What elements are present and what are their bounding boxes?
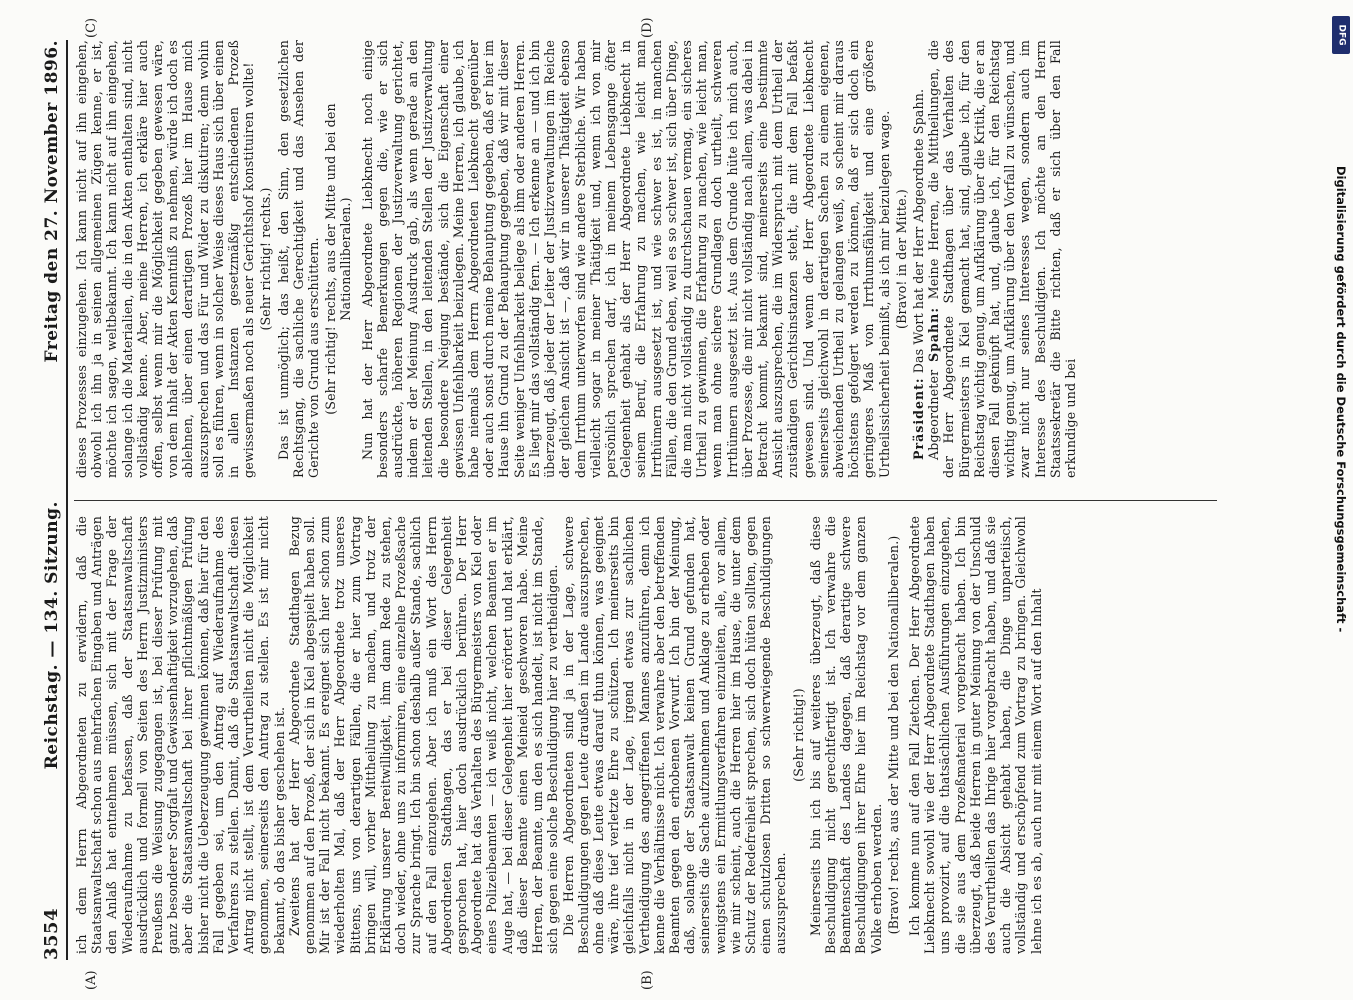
column-divider xyxy=(74,500,1217,501)
spahn-speech xyxy=(926,40,1078,478)
page-header xyxy=(14,40,62,960)
president-label: Präsident: xyxy=(910,377,926,460)
president-speech xyxy=(911,40,926,478)
left-paragraph-4: Meinerseits bin ich bis auf weiteres überzeugt, daß diese Beschuldigung nicht gerechtfertigt ist. Ich verwahre die Beamtenschaft des Landes dagegen, daß derartige schwere Beschuldigungen ihrer Ehre hier im Reichstag vor dem ganzen Volke erhoben werden. xyxy=(807,516,884,954)
session-title: Reichstag. — 134. Sitzung. xyxy=(42,501,62,770)
session-date: Freitag den 27. November 1896. xyxy=(42,40,62,363)
margin-mark-b: (B) xyxy=(640,970,655,990)
page-number: 3554 xyxy=(41,907,62,960)
left-paragraph-5: Ich komme nun auf den Fall Zietchen. Der Herr Abgeordnete Liebknecht sowohl wie der Herr Abgeordnete Stadthagen haben uns provozirt, auf die thatsächlichen Ausführungen einzugehen, die sie aus dem Prozeßmaterial vorgebracht haben. Ich bin überzeugt, daß beide Herren in guter Meinung von der Unschuld des Verurtheilten das Ihrige hier vorgebracht haben, und daß sie auch die Absicht gehabt haben, die Dinge unparteiisch, vollständig und erschöpfend zum Vortrag zu bringen. Gleichwohl lehne ich es ab, auch nur mit einem Wort auf den Inhalt xyxy=(906,516,1044,954)
right-paragraph-3: Nun hat der Herr Abgeordnete Liebknecht noch einige besonders scharfe Bemerkungen gegen die, wie er sich ausdrückte, höheren Regionen der Justizverwaltung gerichtet, indem er der Meinung Ausdruck gab, als wenn gerade an den leitenden Stellen, in den leitenden Stellen der Justizverwaltung die besondere Neigung bestände, sich die Eigenschaft einer gewissen Unfehlbarkeit beizulegen. Meine Herren, ich glaube, ich habe niemals dem Herrn Abgeordneten Liebknecht gegenüber oder auch sonst durch meine Behauptung gegeben, daß er hier im Hause ihn Grund zu der Behauptung gegeben, daß wir mit dieser Seite weniger Unfehlbarkeit beilege als ihm oder anderen Herren. Es liegt mir das vollständig fern. — Ich erkenne an — und ich bin überzeugt, daß jeder der Leiter der Justizverwaltungen im Reiche der gleichen Ansicht ist —, daß wir in unserer Thätigkeit ebenso dem Irrthum unterworfen sind wie andere Sterbliche. Wir haben vielleicht sogar in meiner Thätigkeit und, wenn ich von mir persönlich sprechen darf, ich in meinem Lebensgange öfter Gelegenheit gehabt als der Herr Abgeordnete Liebknecht in seinem Beruf, die Erfahrung zu machen, wie leicht man Irrthümern ausgesetzt ist, und wie schwer es ist, in manchen Fällen, die den Grund eben, weil es so schwer ist, sich über Dinge, die man nicht vollständig zu durchschauen vermag, ein sicheres Urtheil zu gewinnen, die Erfahrung zu machen, wie leicht man, wenn man ohne sichere Grundlagen doch urtheilt, schweren Irrthümern ausgesetzt ist. Aus dem Grunde hüte ich mich auch, über Prozesse, die mir nicht vollständig nach allem, was dabei in Betracht kommt, bekannt sind, meinerseits eine bestimmte Ansicht auszusprechen, die im Widerspruch mit dem Urtheil der zuständigen Gerichtsinstanzen steht, die mit dem Fall befaßt gewesen sind. Und wenn der Herr Abgeordnete Liebknecht seinerseits gleichwohl in derartigen Sachen zu einem eigenen, abweichenden Urtheil zu gelangen weiß, so scheint mir daraus höchstens gefolgert werden zu können, daß er sich doch ein geringeres Maß von Irrthumsfähigkeit und eine größere Urtheilssicherheit beimißt, als ich mir beizulegen wage. xyxy=(359,40,892,478)
right-column xyxy=(74,40,1217,478)
left-applause-2: (Bravo! rechts, aus der Mitte und bei den Nationalliberalen.) xyxy=(885,535,901,935)
president-text: Das Wort hat der Herr Abgeordnete Spahn. xyxy=(910,88,926,374)
right-applause-3: (Bravo! in der Mitte.) xyxy=(893,189,909,329)
side-credit xyxy=(1332,8,1350,998)
right-applause-2: (Sehr richtig! rechts, aus der Mitte und bei den Nationalliberalen.) xyxy=(323,103,354,415)
left-column xyxy=(74,516,1217,954)
spahn-prefix: Abgeordneter xyxy=(926,369,942,460)
right-applause-1: (Sehr richtig! rechts.) xyxy=(258,187,274,331)
spahn-text: Meine Herren, die Mittheilungen, die der Herr Abgeordnete Stadthagen über das Verhalten des Bürgermeisters in Kiel gemacht hat, sind, glaube ich, für den Reichstag wichtig genug, um Aufklärung über die Kritik, die er an diesen Fall geknüpft hat, und, glaube ich, für den Reichstag wichtig genug, um Aufklärung über den Vorfall zu wünschen, und zwar nicht nur seines Interesses wegen, sondern auch im Interesse des Beschuldigten. Ich möchte an den Herrn Staatssekretär die Bitte richten, daß er sich über den Fall erkundige und bei xyxy=(926,40,1078,478)
right-paragraph-1: dieses Prozesses einzugehen. Ich kann nicht auf ihn eingehen, obwohl ich ihn ja in seinen allgemeinen Zügen kenne, er ist, möchte ich sagen, weltbekannt. Ich kann nicht auf ihn eingehen, solange ich die Materialien, die in den Akten enthalten sind, nicht vollständig kenne. Aber, meine Herren, ich erkläre hier auch offen, selbst wenn mir die Möglichkeit gegeben gewesen wäre, von dem Inhalt der Akten Kenntniß zu nehmen, würde ich doch es ablehnen, über einen derartigen Prozeß hier im Hause mich auszusprechen und das Für und Wider zu diskutiren; denn wohin soll es führen, wenn in solcher Weise dieses Haus sich über einen in allen Instanzen gesetzmäßig entschiedenen Prozeß gewissermaßen noch als neuer Gerichtshof konstituiren wollte! xyxy=(74,40,257,478)
header-rule xyxy=(66,40,68,960)
left-applause-1: (Sehr richtig!) xyxy=(790,688,806,782)
margin-mark-a: (A) xyxy=(84,970,99,990)
dfg-logo: DFG xyxy=(1332,16,1350,54)
right-paragraph-2: Das ist unmöglich; das heißt, den Sinn, den gesetzlichen Rechtsgang, die sachliche Gerechtigkeit und das Ansehen der Gerichte von Grund aus erschüttern. xyxy=(275,40,322,478)
margin-mark-c: (C) xyxy=(84,17,99,38)
spahn-label: Spahn: xyxy=(926,307,942,363)
margin-mark-d: (D) xyxy=(640,17,655,38)
left-paragraph-1: ich dem Herrn Abgeordneten zu erwidern, daß die Staatsanwaltschaft schon aus mehrfachen Eingaben und Anträgen den Anlaß hat entnehmen müssen, sich mit der Frage der Wiederaufnahme zu befassen, daß der Staatsanwaltschaft ausdrücklich und formell von Seiten des Herrn Justizministers Preußens die Weisung zugegangen ist, bei dieser Prüfung mit ganz besonderer Sorgfalt und Gewissenhaftigkeit vorzugehen, daß aber die Staatsanwaltschaft bei ihrer pflichtmäßigen Prüfung bisher nicht die Ueberzeugung gewinnen können, daß hier für den Fall gegeben sei, um den Antrag auf Wiederaufnahme des Verfahrens zu stellen. Damit, daß die Staatsanwaltschaft diesen Antrag nicht stellt, ist dem Verurtheilten nicht die Möglichkeit genommen, seinerseits den Antrag zu stellen. Es ist mir nicht bekannt, ob das bisher geschehen ist. xyxy=(74,516,287,954)
credit-text: Digitalisierung gefördert durch die Deutsche Forschungsgemeinschaft - xyxy=(1334,166,1348,633)
left-paragraph-2: Zweitens hat der Herr Abgeordnete Stadthagen Bezug genommen auf den Prozeß, der sich in Kiel abgespielt haben soll. Mir ist der Fall nicht bekannt. Es ereignet sich hier schon zum wiederholten Mal, daß der Herr Abgeordnete trotz unseres Bittens, uns von derartigen Fällen, die er hier zum Vortrag bringen will, vorher Mittheilung zu machen, und trotz der Erklärung unserer Bereitwilligkeit, ihm dann Rede zu stehen, doch wieder, ohne uns zu informiren, eine einzelne Prozeßsache zur Sprache bringt. Ich bin schon deshalb außer Stande, sachlich auf den Fall einzugehen. Aber ich muß ein Wort des Herrn Abgeordneten Stadthagen, das er bei dieser Gelegenheit gesprochen hat, hier doch ausdrücklich berühren. Der Herr Abgeordnete hat das Verhalten des Bürgermeisters von Kiel oder eines Polizeibeamten — ich weiß nicht, welchen Beamten er im Auge hat, — bei dieser Gelegenheit hier erörtert und hat erklärt, daß dieser Beamte einen Meineid geschworen habe. Meine Herren, der Beamte, um den es sich handelt, ist nicht im Stande, sich gegen eine solche Beschuldigung hier zu vertheidigen. xyxy=(286,516,561,954)
left-paragraph-3: Die Herren Abgeordneten sind ja in der Lage, schwere Beschuldigungen gegen Leute draußen im Lande auszusprechen, ohne daß diese Leute etwas darauf thun können, was geeignet wäre, ihre tief verletzte Ehre zu schützen. Ich meinerseits bin gleichfalls nicht in der Lage, irgend etwas zur sachlichen Vertheidigung des angegriffenen Mannes anzuführen, denn ich kenne die Verhältnisse nicht. Ich verwahre aber den betreffenden Beamten gegen den erhobenen Vorwurf. Ich bin der Meinung, daß, solange der Staatsanwalt keinen Grund gefunden hat, seinerseits die Sache aufzunehmen und Anklage zu erheben oder wenigstens ein Ermittlungsverfahren einzuleiten, alle, vor allem, wie mir scheint, auch die Herren hier im Hause, die unter dem Schutz der Redefreiheit sprechen, sich doch hüten sollten, gegen einen schutzlosen Dritten so schwerwiegende Beschuldigungen auszusprechen. xyxy=(560,516,789,954)
